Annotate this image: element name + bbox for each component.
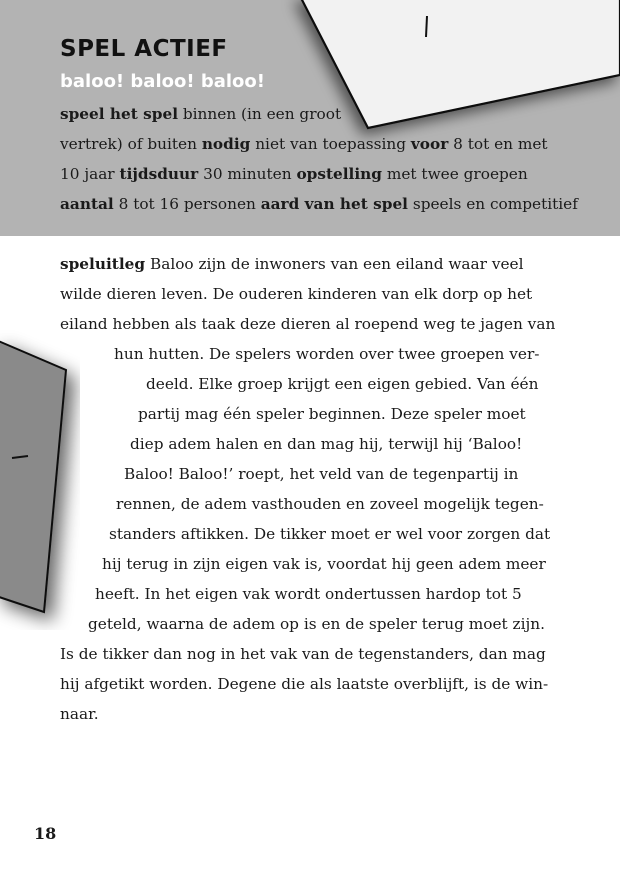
detail-value: 10 jaar [60, 165, 120, 183]
detail-value: 8 tot 16 personen [113, 195, 261, 213]
explanation-heading: speluitleg [60, 255, 146, 273]
body-line: diep adem halen en dan mag hij, terwijl hij ‘Baloo! [130, 435, 523, 453]
body-line: eiland hebben als taak deze dieren al roepend weg te jagen van [60, 315, 556, 333]
detail-value: binnen (in een groot [178, 105, 342, 123]
body-line: hun hutten. De spelers worden over twee groepen ver- [114, 345, 540, 363]
detail-value: met twee groepen [382, 165, 528, 183]
detail-label: tijdsduur [119, 165, 199, 183]
page-title: SPEL ACTIEF [60, 36, 228, 62]
body-line [60, 254, 524, 274]
detail-label: speel het spel [60, 105, 179, 123]
body-line: Baloo! Baloo!’ roept, het veld van de tegenpartij in [124, 465, 519, 483]
detail-label: voor [410, 135, 449, 153]
detail-label: opstelling [296, 165, 382, 183]
body-line: rennen, de adem vasthouden en zoveel mogelijk tegen- [116, 495, 544, 513]
body-line: standers aftikken. De tikker moet er wel voor zorgen dat [109, 525, 551, 543]
body-line: naar. [60, 705, 99, 723]
detail-value: vertrek) of buiten [60, 135, 202, 153]
body-line: geteld, waarna de adem op is en de speler terug moet zijn. [88, 615, 545, 633]
body-line: Is de tikker dan nog in het vak van de tegenstanders, dan mag [60, 645, 546, 663]
body-line-text: Baloo zijn de inwoners van een eiland waar veel [145, 255, 524, 273]
body-line: partij mag één speler beginnen. Deze speler moet [138, 405, 526, 423]
detail-value: 30 minuten [198, 165, 297, 183]
body-line: deeld. Elke groep krijgt een eigen gebied. Van één [146, 375, 539, 393]
detail-value: 8 tot en met [448, 135, 548, 153]
detail-label: aard van het spel [260, 195, 408, 213]
detail-value: niet van toepassing [250, 135, 411, 153]
body-line: hij terug in zijn eigen vak is, voordat hij geen adem meer [102, 555, 546, 573]
game-subtitle: baloo! baloo! baloo! [60, 71, 265, 92]
body-line: hij afgetikt worden. Degene die als laatste overblijft, is de win- [60, 675, 549, 693]
body-line: heeft. In het eigen vak wordt ondertussen hardop tot 5 [95, 585, 522, 603]
detail-value: speels en competitief [407, 195, 578, 213]
detail-label: nodig [201, 135, 251, 153]
detail-label: aantal [60, 195, 114, 213]
page-number: 18 [34, 824, 57, 843]
body-line: wilde dieren leven. De ouderen kinderen van elk dorp op het [60, 285, 533, 303]
